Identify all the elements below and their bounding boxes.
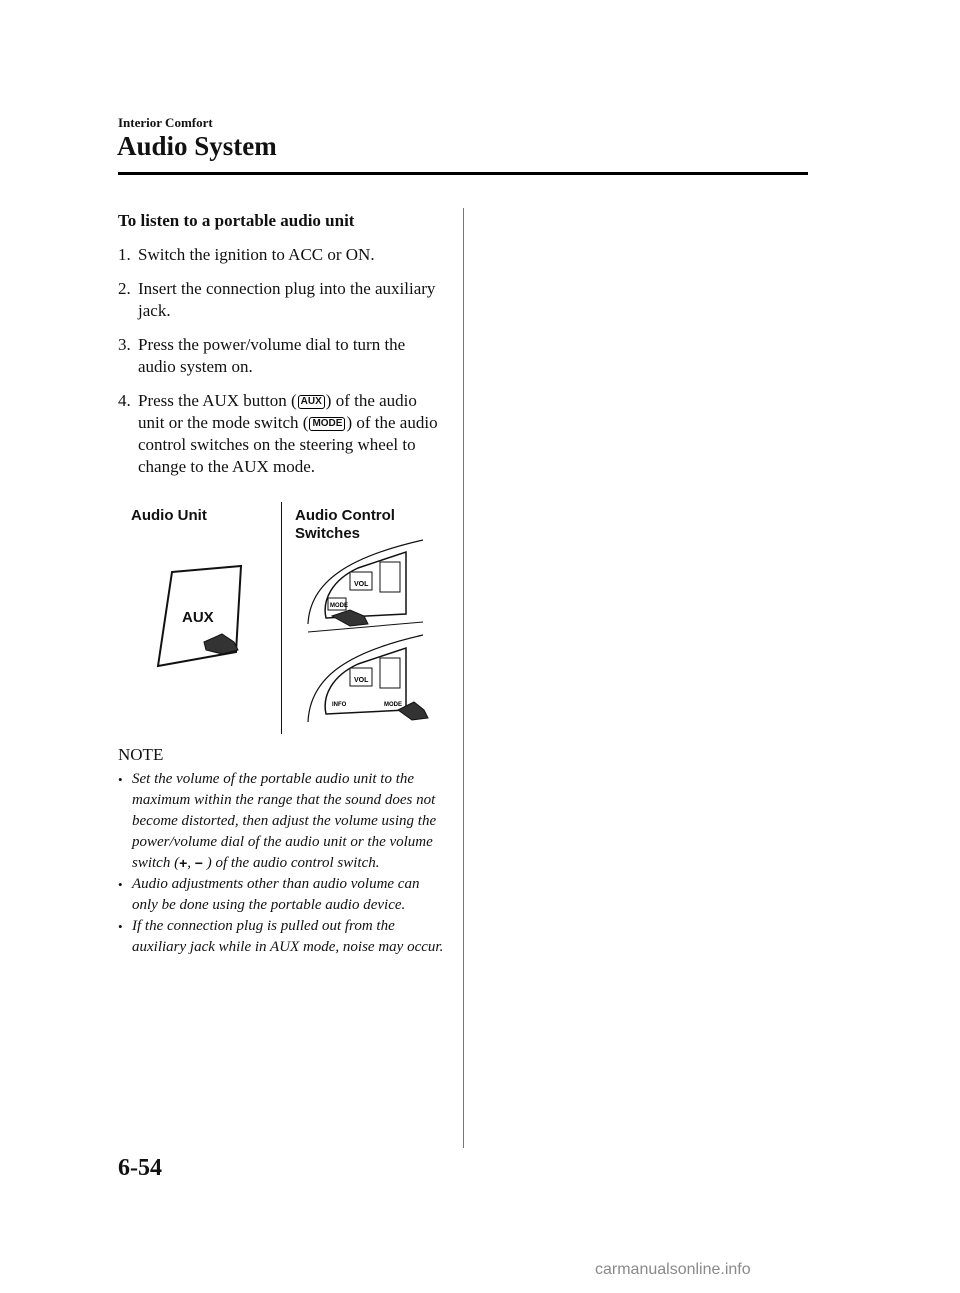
minus-icon: −: [194, 855, 203, 872]
step-4: [118, 390, 444, 478]
mode-label: MODE: [330, 603, 348, 609]
bullet: •: [118, 772, 123, 787]
subheading: To listen to a portable audio unit: [118, 211, 355, 230]
mode-switch-icon: MODE: [309, 417, 345, 431]
main-column: [118, 210, 444, 490]
section-label: Interior Comfort: [118, 115, 213, 130]
note-text: Set the volume of the portable audio unit to the maximum within the range that the sound does not become distorted, then adjust the volume using the power/volume dial of the audio unit or the volume switch (: [132, 771, 437, 871]
info-label: INFO: [332, 702, 347, 708]
step-text: Press the power/volume dial to turn the audio system on.: [138, 335, 406, 376]
steps-list: [118, 244, 444, 478]
note-text: ) of the audio control switch.: [206, 855, 380, 871]
step-text: Switch the ignition to ACC or ON.: [138, 245, 375, 264]
page-number: 6-54: [118, 1155, 162, 1181]
step-2: [118, 278, 444, 322]
steering-switch-lower: [308, 635, 428, 722]
title-rule: [118, 172, 808, 175]
note-text: If the connection plug is pulled out from the auxiliary jack while in AUX mode, noise may occur.: [132, 918, 444, 956]
audio-unit-drawing: [118, 502, 448, 737]
mode-label: MODE: [384, 702, 402, 708]
note-item: [118, 916, 448, 958]
step-number: 2.: [118, 279, 131, 298]
separator: ,: [187, 855, 192, 871]
step-text: Press the AUX button (: [138, 391, 297, 410]
note-text: Audio adjustments other than audio volume can only be done using the portable audio device.: [132, 876, 420, 914]
label-audio-control-switches: Audio Control Switches: [295, 507, 395, 542]
column-divider: [463, 208, 464, 1148]
bullet: •: [118, 919, 123, 935]
step-1: [118, 244, 444, 266]
step-number: 1.: [118, 245, 131, 264]
step-number: 4.: [118, 391, 131, 410]
label-audio-unit: Audio Unit: [131, 507, 207, 524]
watermark: carmanualsonline.info: [595, 1261, 751, 1278]
step-text: ) of the audio control switches on the steering wheel to change to the AUX mode.: [138, 413, 438, 476]
vol-label: VOL: [354, 581, 369, 588]
step-number: 3.: [118, 335, 131, 354]
note-list: [118, 769, 448, 958]
illustration: [118, 502, 448, 737]
bullet: •: [118, 877, 123, 893]
page-title: Audio System: [117, 131, 277, 161]
step-3: [118, 334, 444, 378]
note-item: [118, 874, 448, 916]
aux-label: AUX: [182, 609, 214, 626]
note-box: [118, 745, 448, 958]
aux-button-icon: AUX: [298, 395, 325, 409]
step-text: ) of the audio unit or the mode switch (: [138, 391, 417, 432]
step-text: Insert the connection plug into the auxiliary jack.: [138, 279, 436, 320]
vol-label: VOL: [354, 677, 369, 684]
note-item: [118, 769, 448, 874]
plus-icon: +: [179, 855, 188, 872]
note-title: NOTE: [118, 745, 164, 764]
steering-switch-upper: [308, 540, 423, 632]
